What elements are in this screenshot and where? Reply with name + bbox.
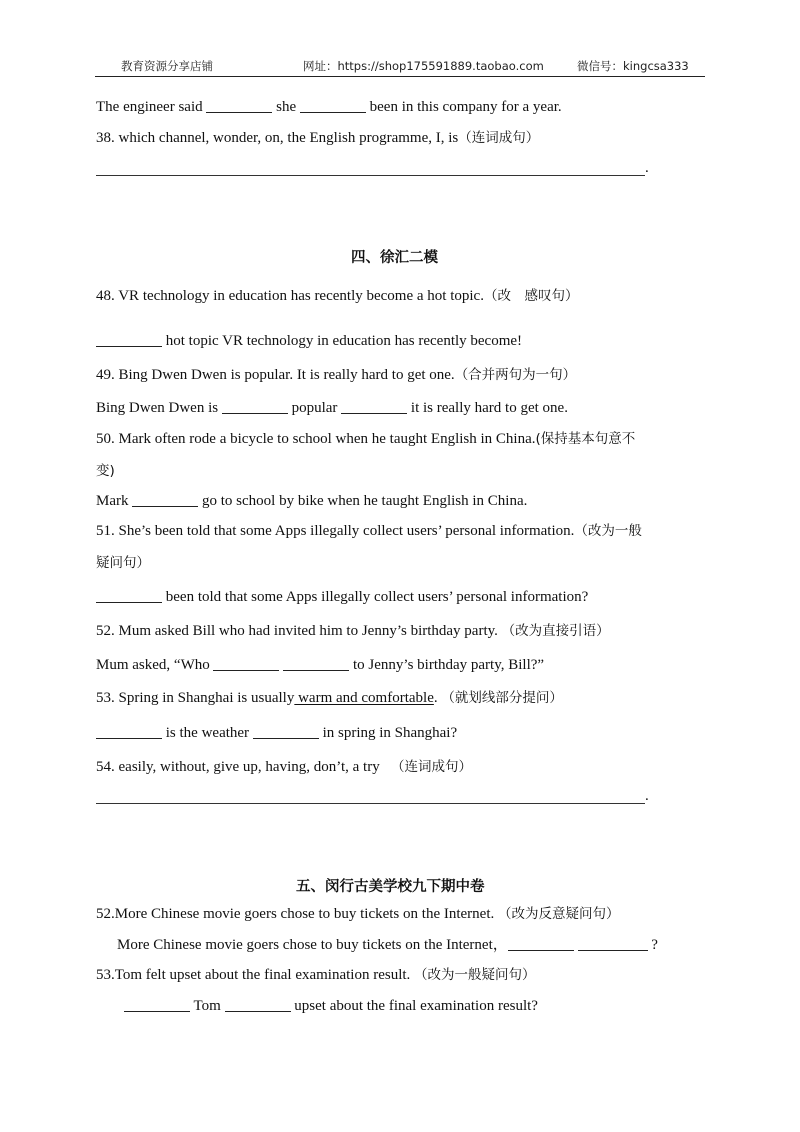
question-49: 49. Bing Dwen Dwen is popular. It is really hard to get one.（合并两句为一句）: [96, 367, 577, 383]
answer-line[interactable]: [96, 803, 645, 804]
answer-49: Bing Dwen Dwen is popular it is really hard to get one.: [96, 400, 568, 416]
section-title-xuhui: 四、徐汇二模: [351, 250, 438, 266]
answer-blank[interactable]: [96, 588, 162, 603]
underlined-phrase: warm and comfortable: [294, 690, 434, 706]
answer-blank[interactable]: [300, 98, 366, 113]
answer-blank[interactable]: [283, 656, 349, 671]
answer-blank[interactable]: [222, 399, 288, 414]
answer-52b: More Chinese movie goers chose to buy tickets on the Internet， ?: [117, 937, 658, 953]
question-51-cont: 疑问句）: [96, 555, 150, 571]
answer-blank[interactable]: [132, 492, 198, 507]
question-50: 50. Mark often rode a bicycle to school when he taught English in China.(保持基本句意不: [96, 431, 636, 447]
answer-line[interactable]: [96, 175, 645, 176]
answer-blank[interactable]: [225, 997, 291, 1012]
answer-53b: Tom upset about the final examination result?: [124, 997, 538, 1015]
answer-blank[interactable]: [578, 936, 648, 951]
answer-52: Mum asked, “Who to Jenny’s birthday party, Bill?”: [96, 657, 545, 673]
answer-51: been told that some Apps illegally collect users’ personal information?: [96, 588, 588, 606]
section-title-minhang: 五、闵行古美学校九下期中卷: [296, 879, 485, 895]
header-url: 网址：https://shop175591889.taobao.com: [303, 59, 544, 73]
question-52b: 52.More Chinese movie goers chose to buy tickets on the Internet. （改为反意疑问句）: [96, 906, 620, 922]
answer-blank[interactable]: [124, 997, 190, 1012]
question-38: 38. which channel, wonder, on, the English programme, I, is（连词成句）: [96, 130, 540, 146]
period: .: [645, 788, 649, 804]
answer-53: is the weather in spring in Shanghai?: [96, 724, 457, 742]
question-52: 52. Mum asked Bill who had invited him to Jenny’s birthday party. （改为直接引语）: [96, 623, 610, 639]
question-48: 48. VR technology in education has recently become a hot topic.（改 感叹句）: [96, 288, 579, 304]
question-53b: 53.Tom felt upset about the final examination result. （改为一般疑问句）: [96, 967, 536, 983]
answer-50: Mark go to school by bike when he taught English in China.: [96, 493, 528, 509]
answer-48: hot topic VR technology in education has recently become!: [96, 332, 522, 350]
answer-blank[interactable]: [341, 399, 407, 414]
period: .: [645, 160, 649, 176]
answer-blank[interactable]: [206, 98, 272, 113]
question-54: 54. easily, without, give up, having, don’t, a try （连词成句）: [96, 759, 472, 775]
header-wechat: 微信号：kingcsa333: [577, 59, 689, 73]
question-line: The engineer said she been in this company for a year.: [96, 99, 562, 115]
header-shop-name: 教育资源分享店铺: [121, 59, 213, 73]
answer-blank[interactable]: [96, 724, 162, 739]
question-53: 53. Spring in Shanghai is usually warm and comfortable. （就划线部分提问）: [96, 690, 563, 706]
answer-blank[interactable]: [213, 656, 279, 671]
answer-blank[interactable]: [253, 724, 319, 739]
question-51: 51. She’s been told that some Apps illegally collect users’ personal information.（改为一般: [96, 523, 642, 539]
question-50-cont: 变): [96, 463, 115, 479]
page-header: [95, 56, 705, 77]
answer-blank[interactable]: [508, 936, 574, 951]
answer-blank[interactable]: [96, 332, 162, 347]
